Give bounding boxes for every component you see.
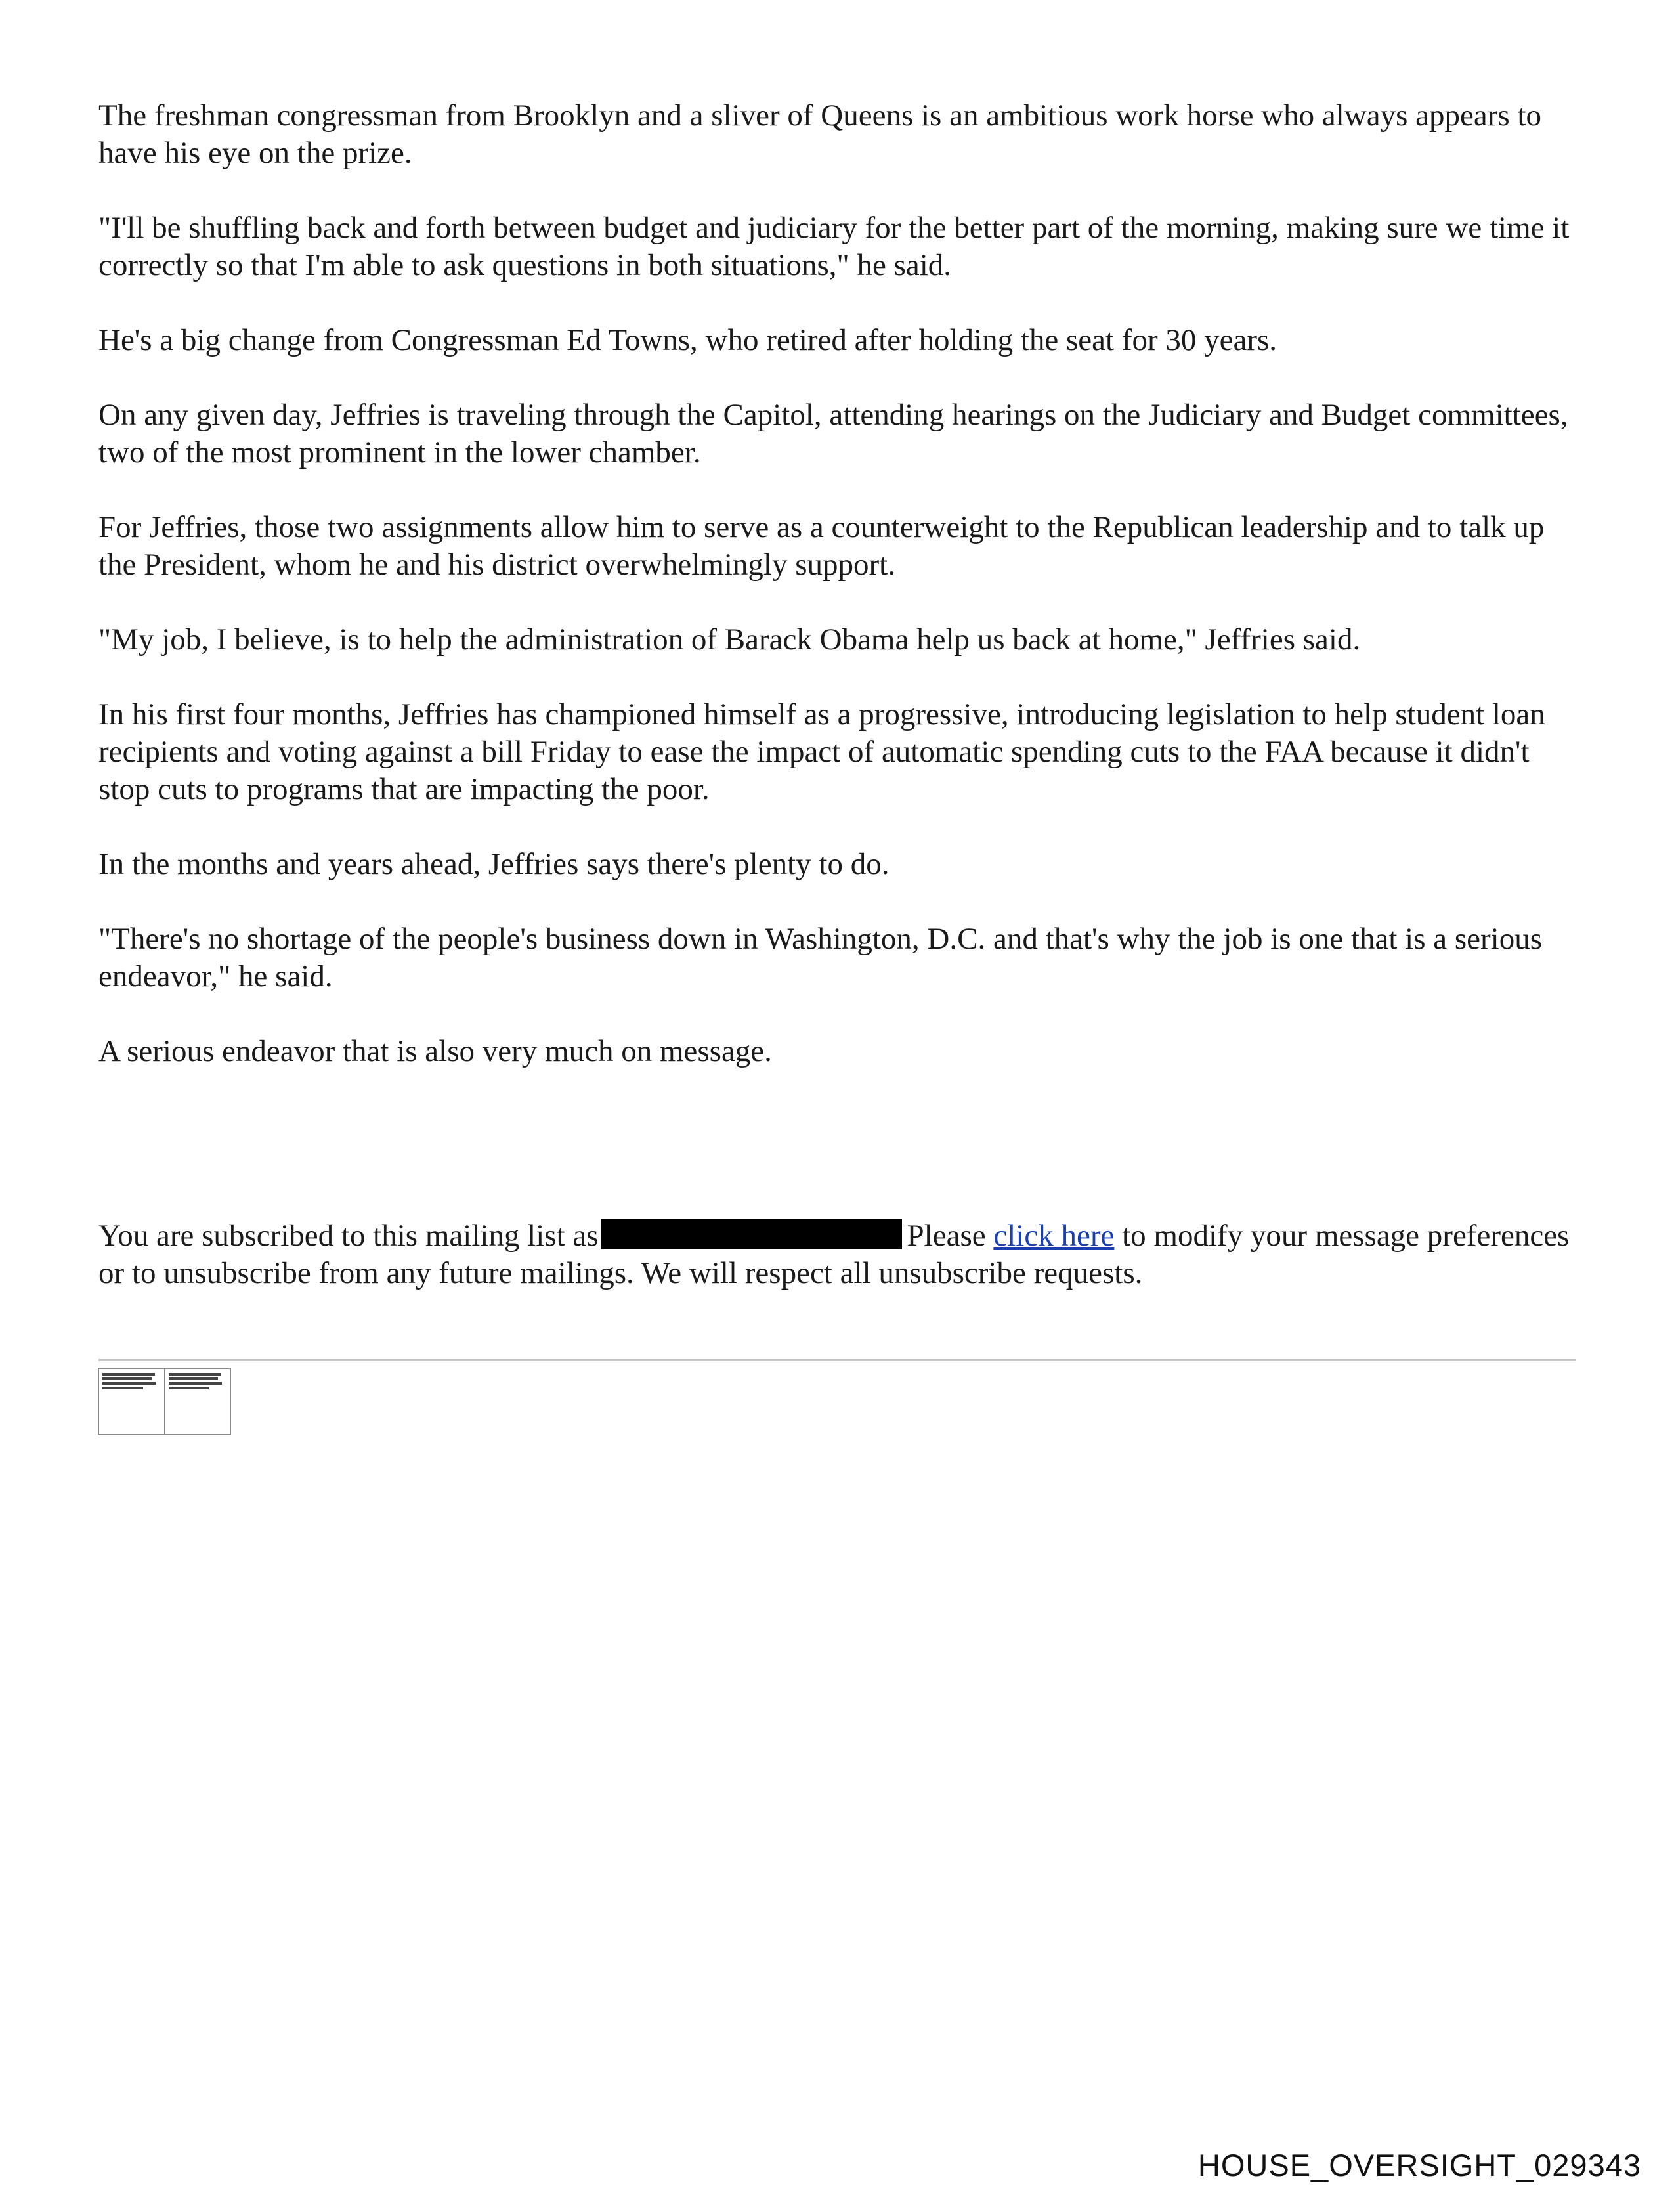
bates-number: HOUSE_OVERSIGHT_029343 [1197, 2148, 1641, 2182]
subscribed-prefix: You are subscribed to this mailing list as [98, 1219, 599, 1253]
subscribed-suffix: to modify your message preferences or to unsubscribe from any future mailings. We will respect all unsubscribe requests. [98, 1219, 1570, 1290]
subscription-notice [98, 1217, 1576, 1292]
article-paragraph-4: On any given day, Jeffries is traveling through the Capitol, attending hearings on the Judiciary and Budget committees, two of the most prominent in the lower chamber. [98, 398, 1568, 469]
article-paragraph-2: "I'll be shuffling back and forth between budget and judiciary for the better part of the morning, making sure we time it correctly so that I'm able to ask questions in both situations," he said. [98, 211, 1570, 282]
thumbnail-image-2 [164, 1369, 230, 1434]
article-paragraph-7: In his first four months, Jeffries has championed himself as a progressive, introducing legislation to help student loan recipients and voting against a bill Friday to ease the impact of automatic spending cuts to the FAA because it didn't stop cuts to programs that are impacting the poor. [98, 697, 1545, 806]
thumbnail-image-1 [99, 1369, 164, 1434]
article-body [98, 97, 1576, 1108]
article-paragraph-9: "There's no shortage of the people's business down in Washington, D.C. and that's why the job is one that is a serious endeavor," he said. [98, 922, 1543, 993]
article-paragraph-6: "My job, I believe, is to help the administration of Barack Obama help us back at home," Jeffries said. [98, 622, 1361, 657]
article-paragraph-3: He's a big change from Congressman Ed Towns, who retired after holding the seat for 30 years. [98, 323, 1277, 357]
redacted-email [601, 1219, 902, 1249]
article-paragraph-1: The freshman congressman from Brooklyn and a sliver of Queens is an ambitious work horse who always appears to have his eye on the prize. [98, 98, 1542, 170]
article-paragraph-10: A serious endeavor that is also very much on message. [98, 1034, 772, 1068]
click-here-link[interactable]: click here [993, 1219, 1115, 1253]
divider [98, 1359, 1576, 1361]
please-text: Please [907, 1219, 986, 1253]
article-paragraph-8: In the months and years ahead, Jeffries says there's plenty to do. [98, 847, 890, 881]
embedded-image-thumbnails [98, 1368, 231, 1435]
article-paragraph-5: For Jeffries, those two assignments allow him to serve as a counterweight to the Republican leadership and to talk up the President, whom he and his district overwhelmingly support. [98, 510, 1545, 582]
